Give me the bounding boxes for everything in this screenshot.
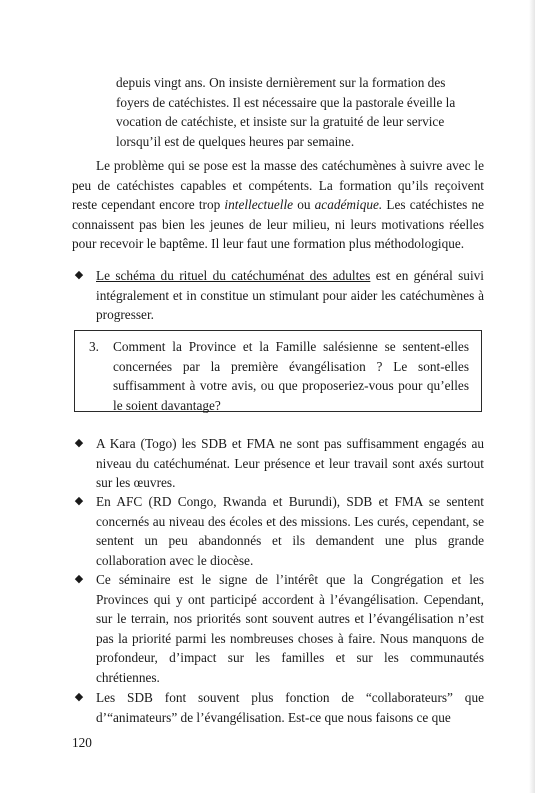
question-box [74,330,482,412]
bullet-text: A Kara (Togo) les SDB et FMA ne sont pas suffisamment engagés au niveau du catéchuménat. Leur présence et leur travail sont axés surtout sur les œuvres. [96,436,484,491]
text-line: depuis vingt ans. On insiste dernièrement sur la formation des [116,75,446,90]
diamond-bullet-icon: ◆ [74,437,84,449]
page-edge-shadow [529,0,535,793]
emphasis-intellectuelle: intellectuelle [224,197,294,213]
page-number: 120 [72,735,92,750]
diamond-bullet-icon: ◆ [74,691,84,703]
bullet-text: Les SDB font souvent plus fonction de “collaborateurs” que d’“animateurs” de l’évangélisation. Est-ce que nous faisons ce que [96,690,484,725]
question-number: 3. [89,339,99,354]
bullet-text [96,266,484,325]
paragraph-text: ou [293,197,315,213]
continued-paragraph [116,73,484,151]
text-line: lorsqu’il est de quelques heures par semaine. [116,133,355,149]
question-text: Comment la Province et la Famille salésienne se sentent-elles concernées par la première évangélisation ? Le sont-elles suffisamment à votre avis, ou que proposeriez-vous pour qu’elles le soient davantage? [113,339,469,413]
diamond-bullet-icon: ◆ [74,573,84,585]
bullet-text: Ce séminaire est le signe de l’intérêt que la Congrégation et les Provinces qui y ont participé accordent à l’évangélisation. Cependant, sur le terrain, nos priorités sont souvent autres et l’évangélisation n’est pas la priorité parmi les nombreuses choses à faire. Nous manquons de profondeur, d’impact sur les familles et sur les communautés chrétiennes. [96,572,484,685]
paragraph-catechists [72,156,484,254]
bullet-text: En AFC (RD Congo, Rwanda et Burundi), SDB et FMA se sentent concernés au niveau des écoles et des missions. Les curés, cependant, se sentent un peu abandonnés et ils demandent une plus grande collaboration avec le diocèse. [96,494,484,568]
diamond-bullet-icon: ◆ [74,495,84,507]
diamond-bullet-icon: ◆ [74,269,84,281]
text-line: vocation de catéchiste, et insiste sur la gratuité de leur service [116,114,445,130]
bullet-rest-text: est en général suivi intégralement et in constitue un stimulant pour aider les catéchumènes à progresser. [96,268,484,323]
paragraph-text: Le problème qui se pose est la masse des catéchumènes à suivre avec le peu de catéchistes capables et compétents. La formation qu’ils reçoivent reste cependant encore trop [72,158,484,213]
paragraph-text: Les catéchistes ne connaissent pas bien les jeunes de leur milieu, ni leurs motivations réelles pour recevoir le baptême. Il leur faut une formation plus méthodologique. [72,197,484,252]
text-line: foyers de catéchistes. Il est nécessaire que la pastorale éveille la [116,94,456,110]
emphasis-academique: académique. [314,197,383,213]
underlined-title: Le schéma du rituel du catéchuménat des adultes [96,268,371,283]
